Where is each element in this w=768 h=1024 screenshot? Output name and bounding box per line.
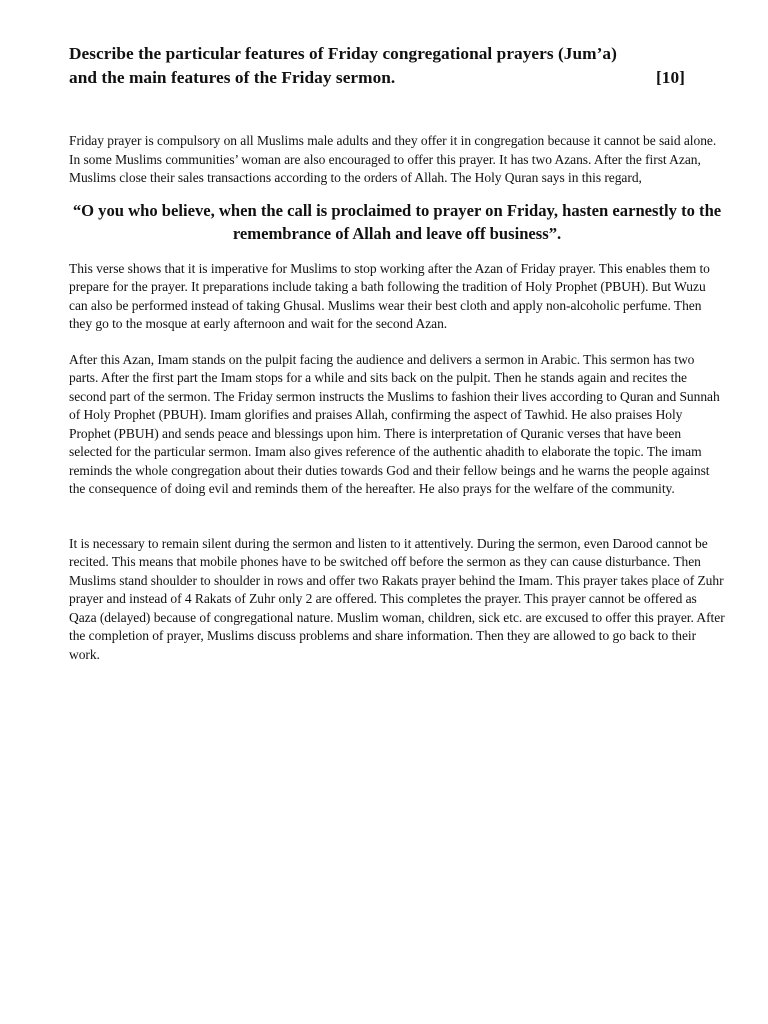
document-page: [69, 42, 725, 664]
question-line-2-row: [69, 66, 685, 90]
paragraph-conclusion: It is necessary to remain silent during the sermon and listen to it attentively. During the sermon, even Darood cannot be recited. This means that mobile phones have to be switched off before the sermon as they can cause disturbance. Then Muslims stand shoulder to shoulder in rows and offer two Rakats prayer behind the Imam. This prayer takes place of Zuhr prayer and instead of 4 Rakats of Zuhr only 2 are offered. This completes the prayer. This prayer cannot be offered as Qaza (delayed) because of congregational nature. Muslim woman, children, sick etc. are excused to offer this prayer. After the completion of prayer, Muslims discuss problems and share information. Then they are allowed to go back to their work.: [69, 535, 725, 662]
paragraph-sermon: After this Azan, Imam stands on the pulpit facing the audience and delivers a sermon in Arabic. This sermon has two parts. After the first part the Imam stops for a while and sits back on the pulpit. Then he stands again and recites the second part of the sermon. The Friday sermon instructs the Muslims to fashion their lives according to Quran and Sunnah of Holy Prophet (PBUH). Imam glorifies and praises Allah, confirming the aspect of Tawhid. He also praises Holy Prophet (PBUH) and sends peace and blessings upon him. There is interpretation of Quranic verses that have been selected for the particular sermon. Imam also gives reference of the authentic ahadith to elaborate the topic. The imam reminds the whole congregation about their duties towards God and their fellow beings and he warns the people against the consequence of doing evil and reminds them of the hereafter. He also prays for the welfare of the community.: [69, 351, 720, 496]
question-marks: [10]: [656, 68, 685, 87]
paragraph-preparation: This verse shows that it is imperative for Muslims to stop working after the Azan of Friday prayer. This enables them to prepare for the prayer. It preparations include taking a bath following the tradition of Holy Prophet (PBUH). But Wuzu can also be performed instead of taking Ghusal. Muslims wear their best cloth and apply non-alcoholic perfume. Then they go to the mosque at early afternoon and wait for the second Azan.: [69, 260, 710, 331]
paragraph-intro: Friday prayer is compulsory on all Muslims male adults and they offer it in congregation because it cannot be said alone. In some Muslims communities’ woman are also encouraged to offer this prayer. It has two Azans. After the first Azan, Muslims close their sales transactions according to the orders of Allah. The Holy Quran says in this regard,: [69, 133, 717, 185]
question-line-1: Describe the particular features of Friday congregational prayers (Jum’a): [69, 44, 617, 63]
quran-quote: “O you who believe, when the call is proclaimed to prayer on Friday, hasten earnestly to the remembrance of Allah and leave off business”.: [72, 200, 722, 243]
question-line-2: and the main features of the Friday sermon.: [69, 68, 396, 87]
question-heading: [69, 42, 725, 90]
